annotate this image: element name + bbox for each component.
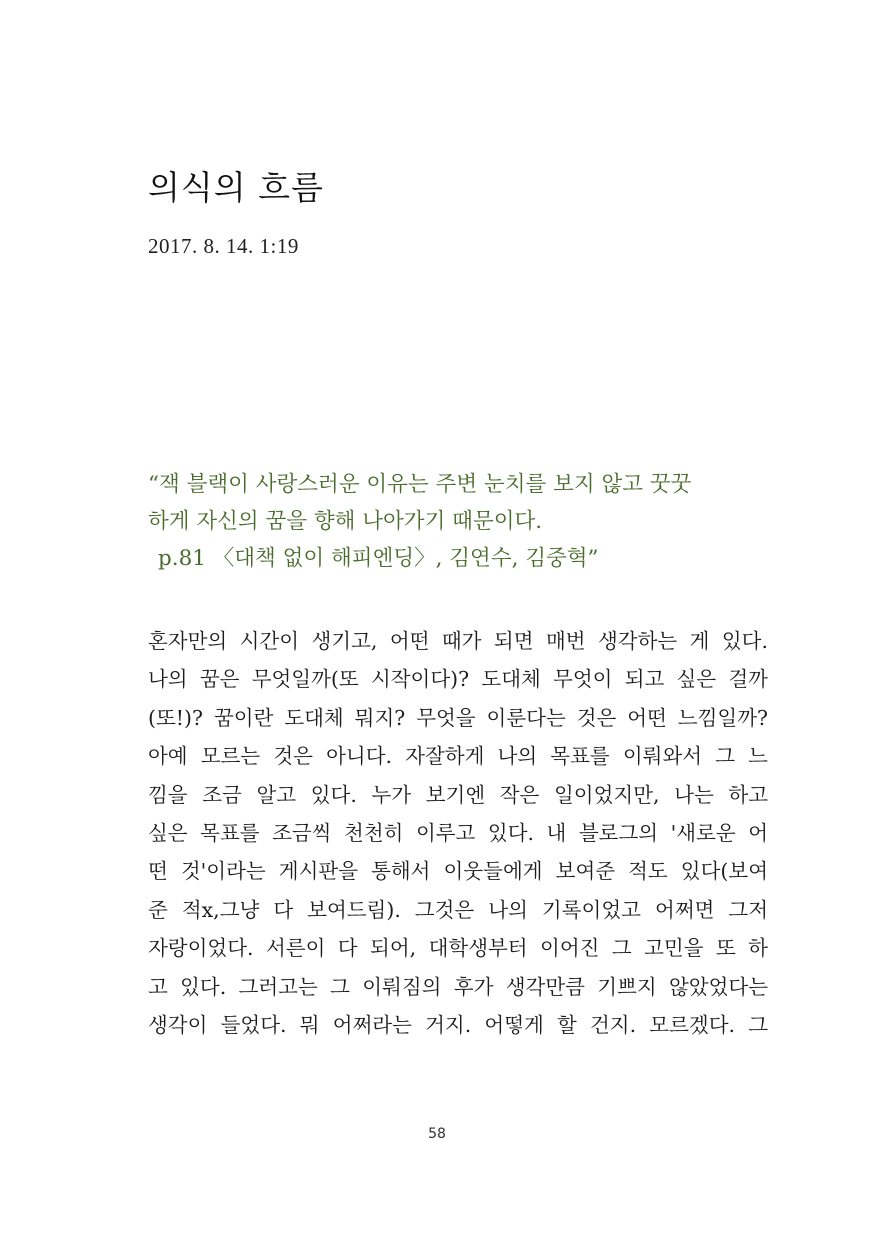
body-line: 낌을 조금 알고 있다. 누가 보기엔 작은 일이었지만, 나는 하고 — [148, 782, 768, 807]
body-line: (또!)? 꿈이란 도대체 뭐지? 무엇을 이룬다는 것은 어떤 느낌일까? — [148, 705, 768, 730]
quote-citation: p.81 〈대책 없이 해피엔딩〉, 김연수, 김중혁” — [158, 546, 599, 571]
body-line: 싶은 목표를 조금씩 천천히 이루고 있다. 내 블로그의 '새로운 어 — [148, 821, 768, 846]
body-line: 나의 꿈은 무엇일까(또 시작이다)? 도대체 무엇이 되고 싶은 걸까 — [148, 667, 768, 692]
body-line: 떤 것'이라는 게시판을 통해서 이웃들에게 보여준 적도 있다(보여 — [148, 859, 768, 884]
page-title: 의식의 흐름 — [148, 168, 324, 207]
body-line: 준 적x,그냥 다 보여드림). 그것은 나의 기록이었고 어쩌면 그저 — [148, 897, 768, 922]
body-line: 혼자만의 시간이 생기고, 어떤 때가 되면 매번 생각하는 게 있다. — [148, 629, 768, 653]
quote-line: 하게 자신의 꿈을 향해 나아가기 때문이다. — [148, 509, 543, 534]
body-line: 자랑이었다. 서른이 다 되어, 대학생부터 이어진 그 고민을 또 하 — [148, 936, 768, 961]
body-line: 생각이 들었다. 뭐 어쩌라는 거지. 어떻게 할 건지. 모르겠다. 그 — [148, 1013, 768, 1038]
body-line: 고 있다. 그러고는 그 이뤄짐의 후가 생각만큼 기쁘지 않았었다는 — [148, 974, 768, 999]
post-date: 2017. 8. 14. 1:19 — [148, 234, 299, 258]
body-paragraph — [148, 622, 768, 1044]
body-line: 아예 모르는 것은 아니다. 자잘하게 나의 목표를 이뤄와서 그 느 — [148, 744, 768, 769]
page-number: 58 — [428, 1126, 446, 1142]
quote-block — [148, 466, 768, 577]
quote-line: “잭 블랙이 사랑스러운 이유는 주변 눈치를 보지 않고 꿋꿋 — [148, 472, 692, 497]
